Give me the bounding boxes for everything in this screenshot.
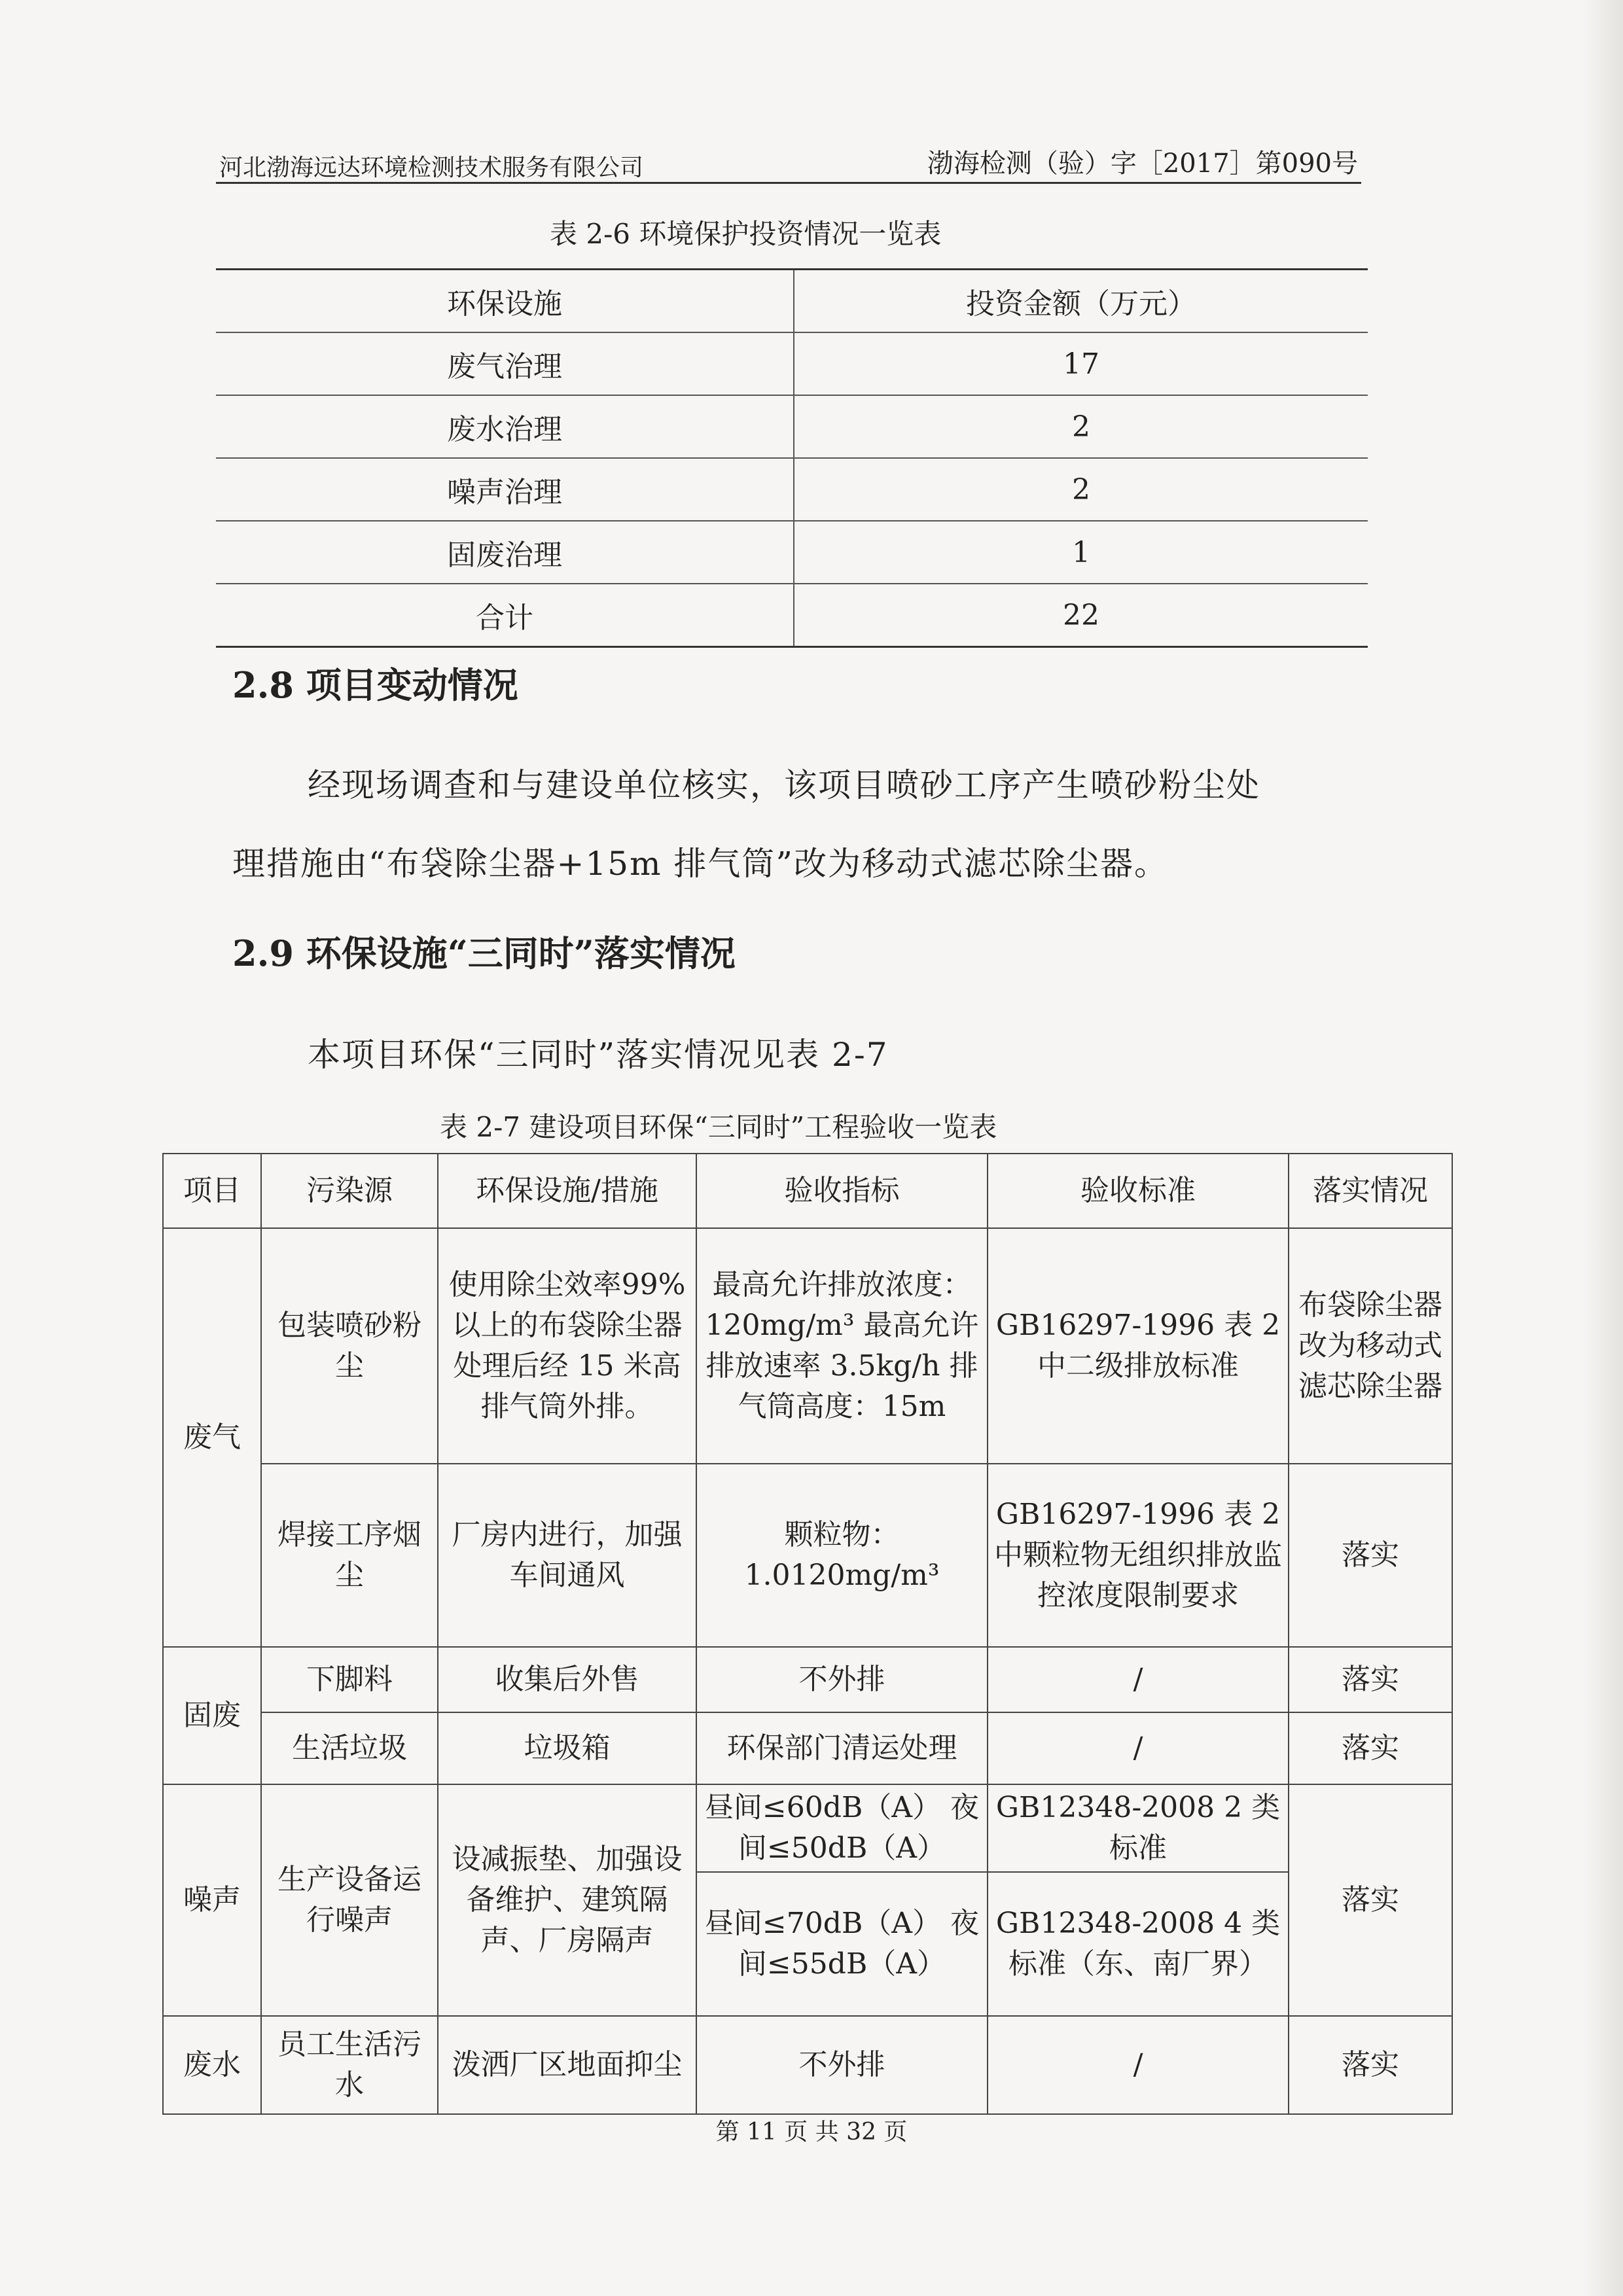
section-2-8-paragraph-line2: 理措施由“布袋除尘器+15m 排气筒”改为移动式滤芯除尘器。	[232, 845, 1168, 883]
table-row	[216, 270, 1368, 333]
index-cell: 环保部门清运处理	[696, 1712, 988, 1784]
three-simultaneous-table	[162, 1153, 1453, 2115]
scan-shadow	[1584, 0, 1623, 2296]
page-number: 第 11 页 共 32 页	[715, 2119, 908, 2146]
investment-table	[216, 268, 1368, 648]
measure-cell: 泼洒厂区地面抑尘	[438, 2016, 696, 2114]
header-divider	[216, 182, 1361, 184]
index-cell: 不外排	[696, 1647, 988, 1712]
table-row	[163, 1228, 1452, 1464]
table-header-row	[163, 1154, 1452, 1228]
header-cell: 验收指标	[696, 1154, 988, 1228]
header-cell: 投资金额（万元）	[794, 270, 1368, 333]
table-row	[163, 1712, 1452, 1784]
category-cell: 噪声	[163, 1784, 261, 2016]
standard-cell: /	[988, 2016, 1289, 2114]
index-cell: 昼间≤70dB（A） 夜间≤55dB（A）	[696, 1872, 988, 2016]
table-row	[163, 1647, 1452, 1712]
table-row	[216, 521, 1368, 584]
source-cell: 生活垃圾	[261, 1712, 438, 1784]
status-cell: 落实	[1289, 1784, 1452, 2016]
header-cell: 落实情况	[1289, 1154, 1452, 1228]
standard-cell: GB12348-2008 4 类标准（东、南厂界）	[988, 1872, 1289, 2016]
index-cell: 颗粒物：1.0120mg/m³	[696, 1464, 988, 1647]
amount-cell: 1	[794, 521, 1368, 584]
table-row	[163, 1464, 1452, 1647]
standard-cell: GB12348-2008 2 类标准	[988, 1784, 1289, 1872]
table-row	[216, 458, 1368, 521]
index-cell: 不外排	[696, 2016, 988, 2114]
amount-cell: 2	[794, 395, 1368, 458]
header-cell: 验收标准	[988, 1154, 1289, 1228]
source-cell: 焊接工序烟尘	[261, 1464, 438, 1647]
status-cell: 布袋除尘器改为移动式滤芯除尘器	[1289, 1228, 1452, 1464]
facility-cell: 固废治理	[216, 521, 794, 584]
header-cell: 环保设施	[216, 270, 794, 333]
index-cell: 昼间≤60dB（A） 夜间≤50dB（A）	[696, 1784, 988, 1872]
total-label-cell: 合计	[216, 584, 794, 647]
header-cell: 环保设施/措施	[438, 1154, 696, 1228]
source-cell: 生产设备运行噪声	[261, 1784, 438, 2016]
header-cell: 项目	[163, 1154, 261, 1228]
status-cell: 落实	[1289, 1647, 1452, 1712]
table-row	[163, 2016, 1452, 2114]
facility-cell: 废气治理	[216, 332, 794, 395]
table-row	[216, 584, 1368, 647]
facility-cell: 废水治理	[216, 395, 794, 458]
facility-cell: 噪声治理	[216, 458, 794, 521]
total-amount-cell: 22	[794, 584, 1368, 647]
source-cell: 员工生活污水	[261, 2016, 438, 2114]
index-cell: 最高允许排放浓度：120mg/m³ 最高允许排放速率 3.5kg/h 排气筒高度：15m	[696, 1228, 988, 1464]
source-cell: 包装喷砂粉尘	[261, 1228, 438, 1464]
measure-cell: 收集后外售	[438, 1647, 696, 1712]
table-row	[216, 332, 1368, 395]
section-2-8-heading: 2.8 项目变动情况	[232, 664, 518, 706]
standard-cell: /	[988, 1647, 1289, 1712]
category-cell: 废气	[163, 1228, 261, 1647]
measure-cell: 厂房内进行，加强车间通风	[438, 1464, 696, 1647]
measure-cell: 设减振垫、加强设备维护、建筑隔声、厂房隔声	[438, 1784, 696, 2016]
category-cell: 固废	[163, 1647, 261, 1784]
amount-cell: 17	[794, 332, 1368, 395]
table-row	[163, 1784, 1452, 1872]
table-2-7-caption: 表 2-7 建设项目环保“三同时”工程验收一览表	[440, 1111, 997, 1143]
section-2-8-paragraph-line1: 经现场调查和与建设单位核实，该项目喷砂工序产生喷砂粉尘处	[308, 766, 1260, 804]
company-name: 河北渤海远达环境检测技术服务有限公司	[219, 154, 644, 181]
status-cell: 落实	[1289, 1712, 1452, 1784]
measure-cell: 垃圾箱	[438, 1712, 696, 1784]
table-2-6-caption: 表 2-6 环境保护投资情况一览表	[550, 218, 942, 250]
standard-cell: GB16297-1996 表 2 中二级排放标准	[988, 1228, 1289, 1464]
status-cell: 落实	[1289, 1464, 1452, 1647]
report-number: 渤海检测（验）字［2017］第090号	[927, 149, 1358, 179]
header-cell: 污染源	[261, 1154, 438, 1228]
status-cell: 落实	[1289, 2016, 1452, 2114]
section-2-9-heading: 2.9 环保设施“三同时”落实情况	[232, 932, 736, 974]
table-row	[216, 395, 1368, 458]
category-cell: 废水	[163, 2016, 261, 2114]
standard-cell: /	[988, 1712, 1289, 1784]
measure-cell: 使用除尘效率99%以上的布袋除尘器处理后经 15 米高排气筒外排。	[438, 1228, 696, 1464]
amount-cell: 2	[794, 458, 1368, 521]
standard-cell: GB16297-1996 表 2 中颗粒物无组织排放监控浓度限制要求	[988, 1464, 1289, 1647]
source-cell: 下脚料	[261, 1647, 438, 1712]
section-2-9-paragraph: 本项目环保“三同时”落实情况见表 2-7	[308, 1036, 889, 1074]
